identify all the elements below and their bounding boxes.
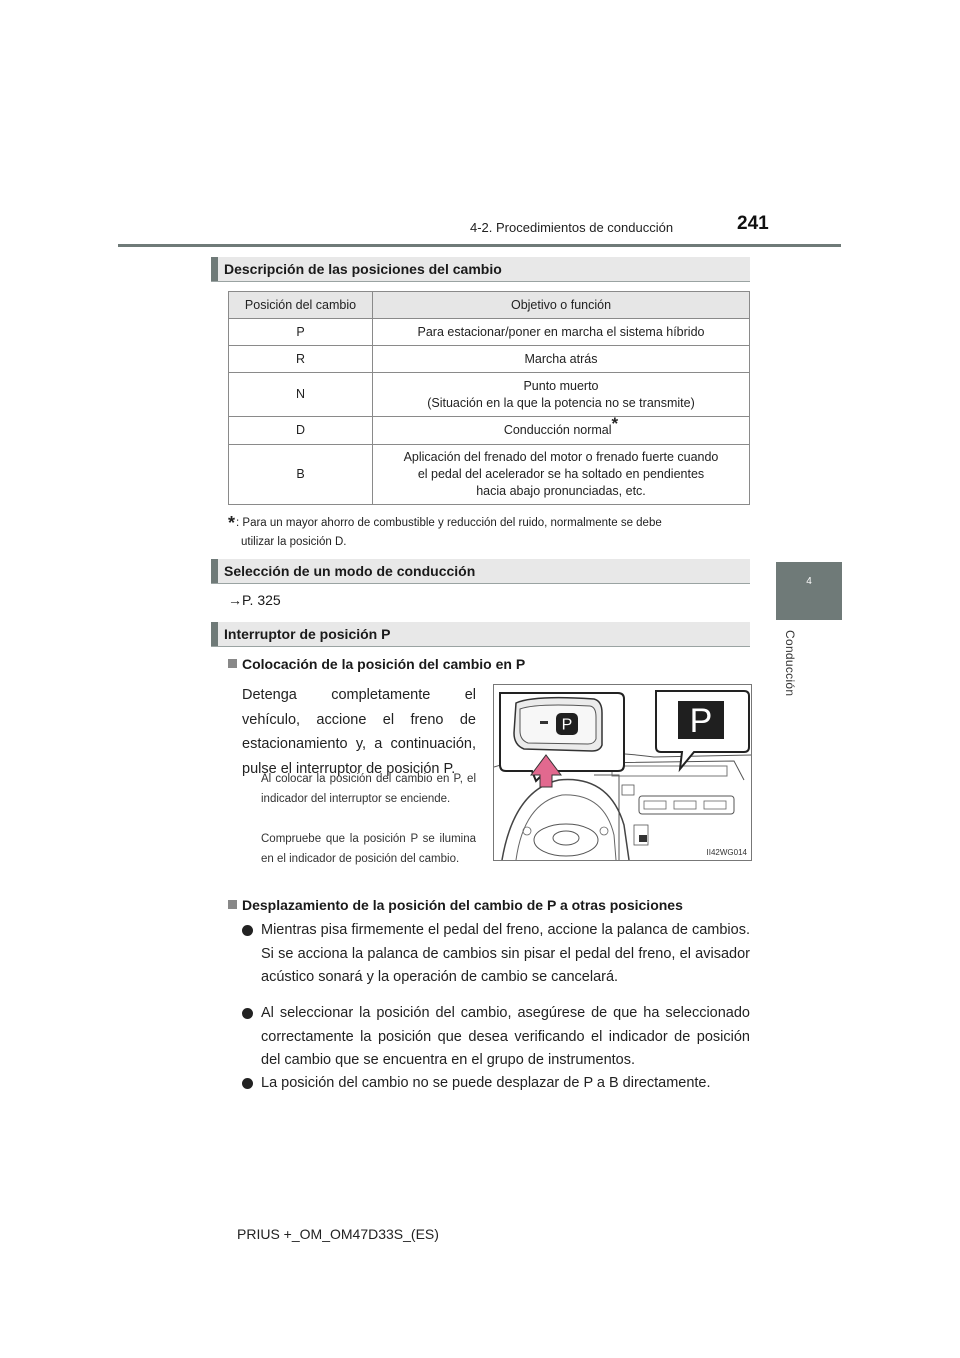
table-cell-position: R — [229, 346, 373, 373]
table-header-position: Posición del cambio — [229, 292, 373, 319]
table-cell-text: Conducción normal — [503, 423, 612, 437]
instruction-paragraph: Detenga completamente el vehículo, accione el freno de estacionamiento y, a continuación, pulse el interruptor de posición P. — [242, 687, 476, 777]
square-bullet-icon — [228, 900, 237, 909]
square-bullet-icon — [228, 659, 237, 668]
table-cell-line: hacia abajo pronunciadas, etc. — [476, 484, 646, 498]
chapter-tab-number: 4 — [806, 576, 812, 587]
header-rule — [118, 244, 841, 247]
table-cell-position: B — [229, 445, 373, 505]
section-header-bar — [211, 559, 218, 583]
chapter-tab-label: Conducción — [783, 630, 797, 697]
section-header-shift-description — [211, 257, 750, 282]
illustration-code: II42WG014 — [706, 848, 747, 857]
table-cell-function — [373, 373, 750, 417]
footnote-star: * — [228, 513, 236, 533]
table-cell-position: D — [229, 417, 373, 445]
table-row — [229, 346, 750, 373]
subheading-text: Desplazamiento de la posición del cambio de P a otras posiciones — [242, 897, 683, 913]
chapter-tab — [776, 562, 842, 620]
running-header-section: 4-2. Procedimientos de conducción — [470, 220, 674, 235]
subheading-shift-from-p — [228, 897, 683, 913]
dashboard-drawing — [494, 685, 751, 860]
footnote-line: utilizar la posición D. — [241, 536, 347, 548]
table-cell-line: Punto muerto — [523, 378, 599, 393]
p-switch-illustration — [493, 684, 752, 861]
section-title: Interruptor de posición P — [224, 626, 391, 642]
bullet-dot-icon — [242, 1078, 253, 1089]
table-cell-line: Aplicación del frenado del motor o frenado fuerte cuando — [403, 450, 719, 464]
p-button-letter: P — [561, 716, 573, 734]
table-cell-function: Para estacionar/poner en marcha el sistema híbrido — [373, 319, 750, 346]
section-header-p-switch — [211, 622, 750, 647]
list-item-text: Al seleccionar la posición del cambio, asegúrese de que ha seleccionado correctamente la posición que desea verificando el indicador de posición del cambio que se encuentra en el grupo de instrumentos. — [261, 1005, 750, 1068]
table-cell-function — [373, 413, 750, 445]
table-cell-position: N — [229, 373, 373, 417]
list-item-text: La posición del cambio no se puede desplazar de P a B directamente. — [261, 1075, 711, 1091]
table-cell-line: el pedal del acelerador se ha soltado en pendientes — [417, 467, 705, 481]
list-item-text: Mientras pisa firmemente el pedal del freno, accione la palanca de cambios. Si se acciona la palanca de cambios sin pisar el pedal del freno, el avisador acústico sonará y la operación de cambio se cancelará. — [261, 922, 750, 985]
table-header-row — [229, 292, 750, 319]
subheading-text: Colocación de la posición del cambio en P — [242, 656, 526, 672]
table-cell-position: P — [229, 319, 373, 346]
table-cell-line: (Situación en la que la potencia no se transmite) — [427, 395, 695, 410]
subheading-set-p — [228, 656, 525, 672]
table-row — [229, 445, 750, 505]
footnote-line: : Para un mayor ahorro de combustible y reducción del ruido, normalmente se debe — [236, 517, 662, 529]
footnote-marker: * — [611, 413, 619, 433]
footnote — [228, 514, 750, 552]
page-reference-link[interactable]: →P. 325 — [228, 592, 281, 608]
section-header-bar — [211, 257, 218, 281]
table-row — [229, 319, 750, 346]
bullet-dot-icon — [242, 1008, 253, 1019]
section-header-bar — [211, 622, 218, 646]
page-number: 241 — [737, 213, 769, 234]
section-title: Descripción de las posiciones del cambio — [224, 261, 502, 277]
p-indicator-letter: P — [689, 702, 713, 740]
note-indicator-lights: Al colocar la posición del cambio en P, el indicador del interruptor se enciende. — [261, 773, 476, 805]
list-item — [242, 1002, 750, 1073]
table-cell-function: Marcha atrás — [373, 346, 750, 373]
shift-position-table — [228, 291, 750, 505]
section-header-driving-mode — [211, 559, 750, 584]
footer-model-code: PRIUS +_OM_OM47D33S_(ES) — [237, 1226, 439, 1242]
table-row — [229, 417, 750, 445]
table-cell-function — [373, 445, 750, 505]
bullet-dot-icon — [242, 925, 253, 936]
section-title: Selección de un modo de conducción — [224, 563, 476, 579]
note-check-indicator: Compruebe que la posición P se ilumina en el indicador de posición del cambio. — [261, 833, 476, 865]
table-header-function: Objetivo o función — [373, 292, 750, 319]
table-row — [229, 373, 750, 417]
list-item — [242, 919, 750, 990]
list-item — [242, 1072, 750, 1096]
